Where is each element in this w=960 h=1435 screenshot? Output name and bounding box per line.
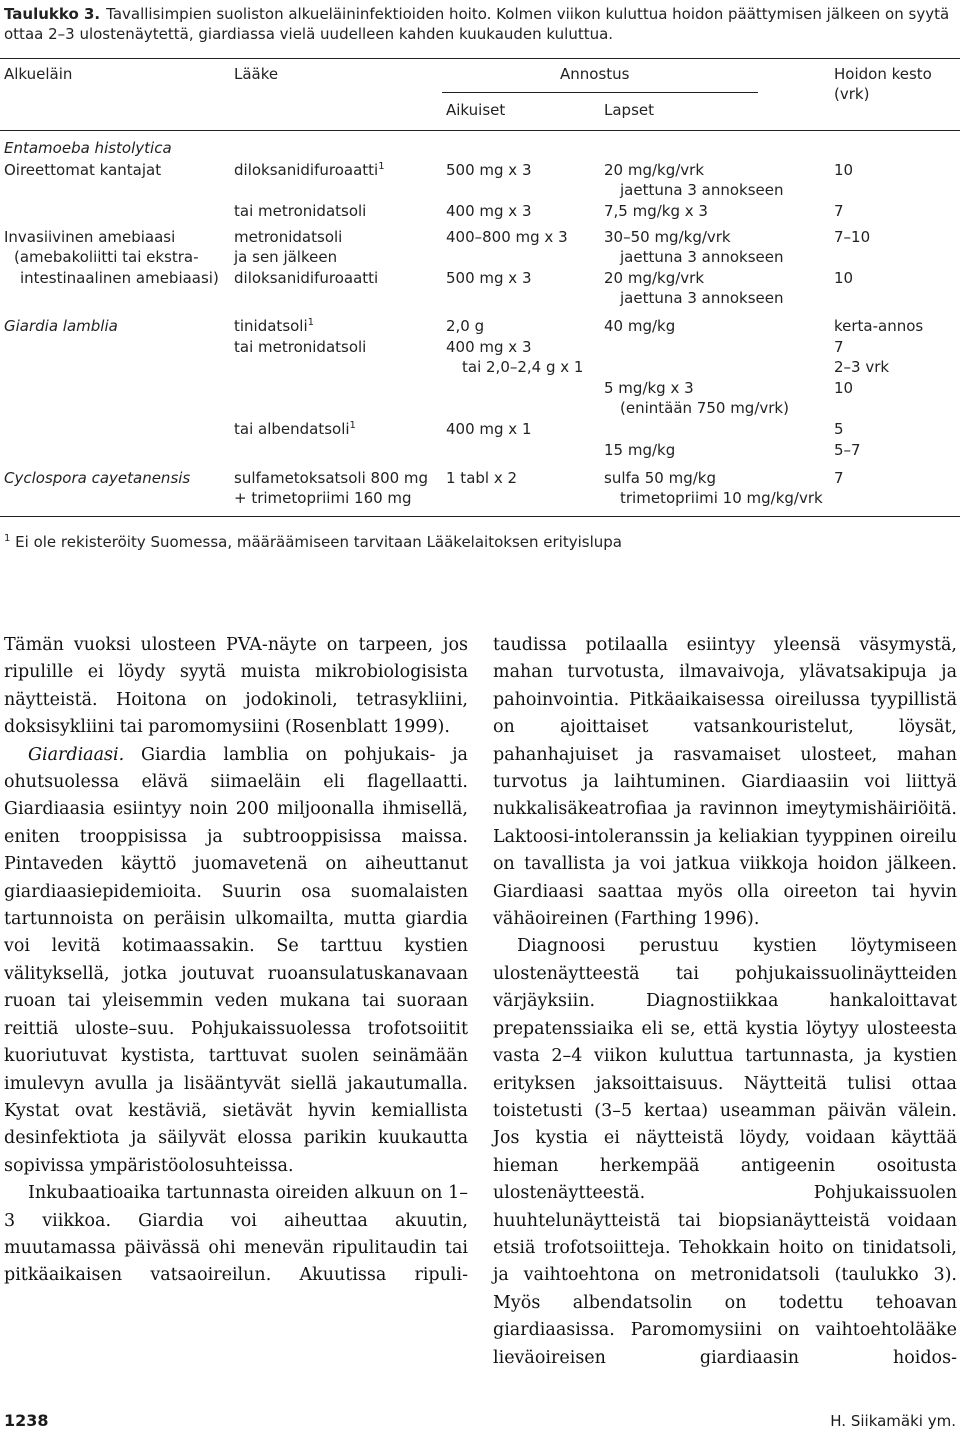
table-cell: sulfametoksatsoli 800 mg xyxy=(234,469,429,487)
paragraph: Tämän vuoksi ulosteen PVA-näyte on tarpeen, jos ripulille ei löydy syytä muista mikrobiologisista näytteistä. Hoitona on jodokinoli, tetrasykliini, doksisykliini tai paromomysiini (Rosenblatt 1999). xyxy=(4,635,468,738)
table-cell: 400 mg x 1 xyxy=(446,420,532,438)
header-duration-unit: (vrk) xyxy=(834,85,870,103)
table-cell: trimetopriimi 10 mg/kg/vrk xyxy=(620,489,823,507)
table-cell: ja sen jälkeen xyxy=(234,248,338,266)
table-caption xyxy=(4,4,958,44)
table-cell: 400–800 mg x 3 xyxy=(446,228,568,246)
running-author: H. Siikamäki ym. xyxy=(830,1412,956,1430)
table-cell: jaettuna 3 annokseen xyxy=(620,289,784,307)
header-drug: Lääke xyxy=(234,65,279,83)
caption-lead: Taulukko 3. xyxy=(4,5,101,23)
header-organism: Alkueläin xyxy=(4,65,73,83)
dose-header-rule xyxy=(442,92,758,93)
header-duration: Hoidon kesto xyxy=(834,65,932,83)
paragraph: taudissa potilaalla esiintyy yleensä väsymystä, mahan turvotusta, ilmavaivoja, ylävatsakipuja ja pahoinvointia. Pitkäaikaisessa oireilussa tyypillistä on ajoittaiset vatsankouristelut, löysät, pahanhajuiset ja rasvamaiset ulosteet, mahan turvotus ja laihtuminen. Giardiaasiin voi liittyä nukkalisäkeatrofiaa ja ravinnon imeytymishäiriöitä. Laktoosi-intoleranssin ja keliakian tyyppinen oireilu on tavallista ja voi jatkua viikkoja hoidon jälkeen. Giardiaasi saattaa myös olla oireeton tai hyvin vähäoireinen (Farthing 1996). xyxy=(493,635,957,930)
paragraph: Inkubaatioaika tartunnasta oireiden alkuun on 1–3 viikkoa. Giardia voi aiheuttaa akuutin, muutamassa päivässä ohi menevän ripulitaudin tai pitkäaikaisen vatsaoireilun. Akuutissa ripuli- xyxy=(4,1183,468,1286)
table-cell: 5 xyxy=(834,420,844,438)
invasive-label: (amebakoliitti tai ekstra- xyxy=(14,248,199,266)
table-cell: diloksanidifuroaatti$^1$ xyxy=(234,161,385,179)
text-column-right xyxy=(493,632,957,1372)
table-cell: 2–3 vrk xyxy=(834,358,890,376)
table-cell: kerta-annos xyxy=(834,317,924,335)
table-cell: 7 xyxy=(834,338,844,356)
table-cell: 40 mg/kg xyxy=(604,317,676,335)
header-adults: Aikuiset xyxy=(446,101,506,119)
table-cell: jaettuna 3 annokseen xyxy=(620,248,784,266)
table-cell: 7,5 mg/kg x 3 xyxy=(604,202,708,220)
paragraph: Giardiaasi. Giardia lamblia on pohjukais- ja ohutsuolessa elävä siimaeläin eli flagellaatti. Giardiaasia esiintyy noin 200 miljoonalla ihmisellä, eniten trooppisissa ja subtrooppisissa maissa. Pintaveden käyttö juomavetenä on aiheuttanut giardiaasiepidemioita. Suurin osa suomalaisten tartunnoista on peräisin ulkomailta, mutta giardia voi levitä kotimaassakin. Se tarttuu kystien välityksellä, jotka joutuvat ruoansulatuskanavaan ruoan tai yleisemmin veden mukana tai suoraan reittiä uloste–suu. Pohjukaissuolessa trofotsoiitit kuoriutuvat kystista, tarttuvat suolen seinämään imulevyn avulla ja lisääntyvät siellä jakautumalla. Kystat ovat kestäviä, sietävät hyvin kemiallista desinfektiota ja säilyvät elossa parikin kuukautta sopivissa ympäristöolosuhteissa. xyxy=(4,744,468,1176)
organism-entamoeba: Entamoeba histolytica xyxy=(4,139,172,157)
table-cell: 10 xyxy=(834,161,854,179)
table-cell: 500 mg x 3 xyxy=(446,161,532,179)
table-cell: 5–7 xyxy=(834,441,861,459)
table-cell: 5 mg/kg x 3 xyxy=(604,379,694,397)
table-cell: (enintään 750 mg/vrk) xyxy=(620,399,789,417)
organism-cyclospora: Cyclospora cayetanensis xyxy=(4,469,191,487)
table-cell: 7–10 xyxy=(834,228,871,246)
invasive-label: Invasiivinen amebiaasi xyxy=(4,228,176,246)
table-cell: 400 mg x 3 xyxy=(446,338,532,356)
table-cell: 30–50 mg/kg/vrk xyxy=(604,228,731,246)
header-dose: Annostus xyxy=(560,65,630,83)
table-cell: tai 2,0–2,4 g x 1 xyxy=(462,358,584,376)
table-cell: 400 mg x 3 xyxy=(446,202,532,220)
table-cell: tai albendatsoli$^1$ xyxy=(234,420,356,438)
table-cell: metronidatsoli xyxy=(234,228,343,246)
table-cell: 20 mg/kg/vrk xyxy=(604,269,705,287)
table-cell: 500 mg x 3 xyxy=(446,269,532,287)
table-cell: 2,0 g xyxy=(446,317,485,335)
table-cell: 7 xyxy=(834,469,844,487)
organism-giardia: Giardia lamblia xyxy=(4,317,118,335)
table-cell: 15 mg/kg xyxy=(604,441,676,459)
table-cell: sulfa 50 mg/kg xyxy=(604,469,716,487)
table-top-rule xyxy=(0,58,960,59)
text-column-left xyxy=(4,632,468,1290)
table-cell: 20 mg/kg/vrk xyxy=(604,161,705,179)
table-cell: jaettuna 3 annokseen xyxy=(620,181,784,199)
table-cell: tinidatsoli$^1$ xyxy=(234,317,315,335)
header-children: Lapset xyxy=(604,101,654,119)
table-cell: diloksanidifuroaatti xyxy=(234,269,379,287)
table-cell: tai metronidatsoli xyxy=(234,338,367,356)
carriers-label: Oireettomat kantajat xyxy=(4,161,162,179)
table-cell: 10 xyxy=(834,379,854,397)
treatment-table xyxy=(4,64,960,534)
table-cell: 7 xyxy=(834,202,844,220)
table-cell: 1 tabl x 2 xyxy=(446,469,518,487)
caption-text: Tavallisimpien suoliston alkueläininfektioiden hoito. Kolmen viikon kuluttua hoidon päättymisen jälkeen on syytä ottaa 2–3 ulostenäytettä, giardiassa vielä uudelleen kahden kuukauden kuluttua. xyxy=(4,5,950,43)
table-cell: 10 xyxy=(834,269,854,287)
page-number: 1238 xyxy=(4,1411,49,1430)
table-footnote: $^1$ Ei ole rekisteröity Suomessa, määräämiseen tarvitaan Lääkelaitoksen erityislupa xyxy=(4,533,622,551)
paragraph: Diagnoosi perustuu kystien löytymiseen ulostenäytteestä tai pohjukaissuolinäytteiden värjäyksiin. Diagnostiikkaa hankaloittavat prepatenssiaika eli se, että kystia löytyy ulosteesta vasta 2–4 viikon kuluttua tartunnasta, ja kystien erityksen jaksoittaisuus. Näytteitä tulisi ottaa toistetusti (3–5 kertaa) useamman päivän välein. Jos kystia ei näytteistä löydy, voidaan käyttää hieman herkempää antigeenin osoitusta ulostenäytteestä. Pohjukaissuolen huuhtelunäytteistä tai biopsianäytteistä voidaan etsiä trofotsoiitteja. Tehokkain hoito on tinidatsoli, ja vaihtoehtona on metronidatsoli (taulukko 3). Myös albendatsolin on todettu tehoavan giardiaasissa. Paromomysiini on vaihtoehtolääke lieväoireisen giardiaasin hoidos- xyxy=(493,936,957,1368)
table-cell: + trimetopriimi 160 mg xyxy=(234,489,412,507)
section-run-in-heading: Giardiaasi. xyxy=(28,744,125,765)
table-cell: tai metronidatsoli xyxy=(234,202,367,220)
invasive-label: intestinaalinen amebiaasi) xyxy=(20,269,219,287)
